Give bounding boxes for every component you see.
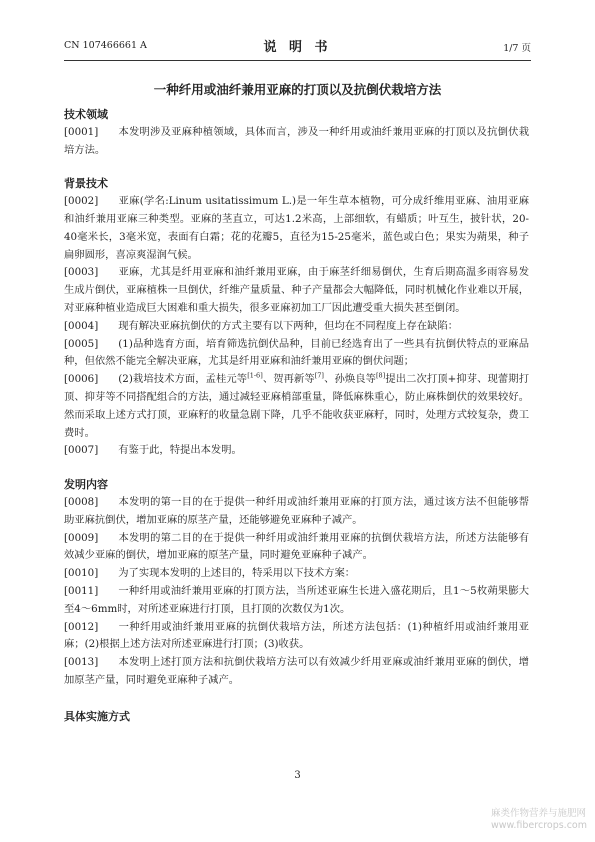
paragraph-text: 亚麻，尤其是纤用亚麻和油纤兼用亚麻，由于麻茎纤细易倒伏，生育后期高温多雨容易发生成片倒伏，亚麻植株一旦倒伏，纤维产量质量、种子产量都会大幅降低，同时机械化作业难以开展，对亚麻种植业造成巨大困难和重大损失，很多亚麻初加工厂因此遭受重大损失甚至倒闭。: [64, 266, 529, 314]
paragraph-0001: [64, 124, 529, 160]
paragraph-number: [0004]: [64, 319, 99, 332]
document-title: 一种纤用或油纤兼用亚麻的打顶以及抗倒伏栽培方法: [153, 82, 442, 97]
paragraph-text: 本发明的第一目的在于提供一种纤用或油纤兼用亚麻的打顶方法，通过该方法不但能够帮助亚麻抗倒伏，增加亚麻的原茎产量，还能够避免亚麻种子减产。: [64, 495, 529, 526]
section-heading-embodiments: 具体实施方式: [64, 709, 130, 723]
paragraph-0012: [64, 619, 529, 655]
section-heading-background: 背景技术: [64, 177, 108, 191]
citation-ref: [1-6]: [247, 371, 263, 380]
paragraph-number: [0010]: [64, 567, 99, 580]
paragraph-number: [0005]: [64, 337, 99, 350]
section-label: 说 明 书: [263, 40, 332, 55]
paragraph-number: [0006]: [64, 373, 99, 386]
paragraph-text: 为了实现本发明的上述目的，特采用以下技术方案：: [118, 567, 356, 580]
watermark-title: 麻类作物营养与施肥网: [490, 808, 586, 819]
page-number: 3: [294, 770, 301, 781]
paragraph-0011: [64, 583, 529, 619]
paragraph-number: [0001]: [64, 125, 99, 138]
site-watermark: [491, 808, 587, 832]
paragraph-text: 亚麻(学名:Linum usitatissimum L.)是一年生草本植物，可分成纤维用亚麻、油用亚麻和油纤兼用亚麻三种类型。亚麻的茎直立，可达1.2米高，上部细软，有蜡质；叶互生，披针状，20-40毫米长，3毫米宽，表面有白霜；花的花瓣5，直径为15-25毫米，蓝色或白色；果实为蒴果，种子扁卵圆形，喜凉爽湿润气候。: [64, 195, 529, 261]
paragraph-number: [0002]: [64, 195, 99, 208]
paragraph-0007: [64, 442, 529, 460]
section-heading-summary: 发明内容: [64, 478, 108, 492]
paragraph-0010: [64, 565, 529, 583]
paragraph-text: 、贺再新等: [262, 373, 315, 386]
citation-ref: [8]: [376, 371, 386, 380]
paragraph-text: 一种纤用或油纤兼用亚麻的打顶方法，当所述亚麻生长进入盛花期后，且1～5枚蒴果膨大至4～6mm时，对所述亚麻进行打顶，且打顶的次数仅为1次。: [64, 584, 529, 615]
citation-ref: [7]: [314, 371, 324, 380]
paragraph-text: 一种纤用或油纤兼用亚麻的抗倒伏栽培方法，所述方法包括：(1)种植纤用或油纤兼用亚麻；(2)根据上述方法对所述亚麻进行打顶；(3)收获。: [64, 620, 529, 651]
paragraph-text: 本发明上述打顶方法和抗倒伏栽培方法可以有效减少纤用亚麻或油纤兼用亚麻的倒伏，增加原茎产量，同时避免亚麻种子减产。: [64, 656, 529, 686]
section-heading-technical-field: 技术领域: [64, 108, 108, 121]
paragraph-number: [0008]: [64, 495, 99, 508]
paragraph-0004: [64, 318, 529, 336]
paragraph-0008: [64, 494, 529, 530]
page-header: [64, 36, 531, 56]
paragraph-text: (1)品种选育方面，培育筛选抗倒伏品种，目前已经选育出了一些具有抗倒伏特点的亚麻品种，但依然不能完全解决亚麻，尤其是纤用亚麻和油纤兼用亚麻的倒伏问题；: [64, 337, 529, 368]
paragraph-0006: [64, 371, 529, 442]
paragraph-text: (2)栽培技术方面，孟桂元等: [118, 373, 248, 386]
paragraph-text: 现有解决亚麻抗倒伏的方式主要有以下两种，但均在不同程度上存在缺陷：: [118, 319, 459, 332]
paragraph-text: 提出二次打顶+抑芽、现蕾期打顶、抑芽等不同搭配组合的方法，通过减轻亚麻梢部重量，降低麻株重心，防止麻株倒伏的效果较好。然而采取上述方式打顶，亚麻籽的收量急剧下降，几乎不能收获亚麻籽，同时，处理方式较复杂，费工费时。: [64, 373, 529, 439]
paragraph-text: 本发明的第二目的在于提供一种纤用或油纤兼用亚麻的抗倒伏栽培方法，所述方法能够有效减少亚麻的倒伏，增加亚麻的原茎产量，同时避免亚麻种子减产。: [64, 531, 529, 562]
paragraph-0009: [64, 530, 529, 566]
paragraph-text: 本发明涉及亚麻种植领域，具体而言，涉及一种纤用或油纤兼用亚麻的打顶以及抗倒伏栽培方法。: [64, 125, 529, 156]
watermark-url: www.fibercrops.com: [490, 820, 587, 831]
header-rule: [64, 60, 531, 61]
paragraph-0002: [64, 193, 529, 264]
paragraph-number: [0012]: [64, 620, 99, 633]
paragraph-number: [0013]: [64, 656, 99, 669]
paragraph-0005: [64, 336, 529, 372]
paragraph-text: 有鉴于此，特提出本发明。: [118, 444, 242, 457]
paragraph-0013: [64, 654, 529, 690]
paragraph-number: [0011]: [64, 584, 99, 597]
paragraph-0003: [64, 264, 529, 317]
paragraph-number: [0003]: [64, 266, 99, 279]
publication-number: CN 107466661 A: [64, 40, 147, 51]
document-body: [64, 106, 529, 726]
paragraph-number: [0009]: [64, 531, 99, 544]
page-count: 1/7 页: [503, 43, 531, 54]
paragraph-text: 、孙焕良等: [323, 373, 377, 386]
paragraph-number: [0007]: [64, 444, 99, 457]
